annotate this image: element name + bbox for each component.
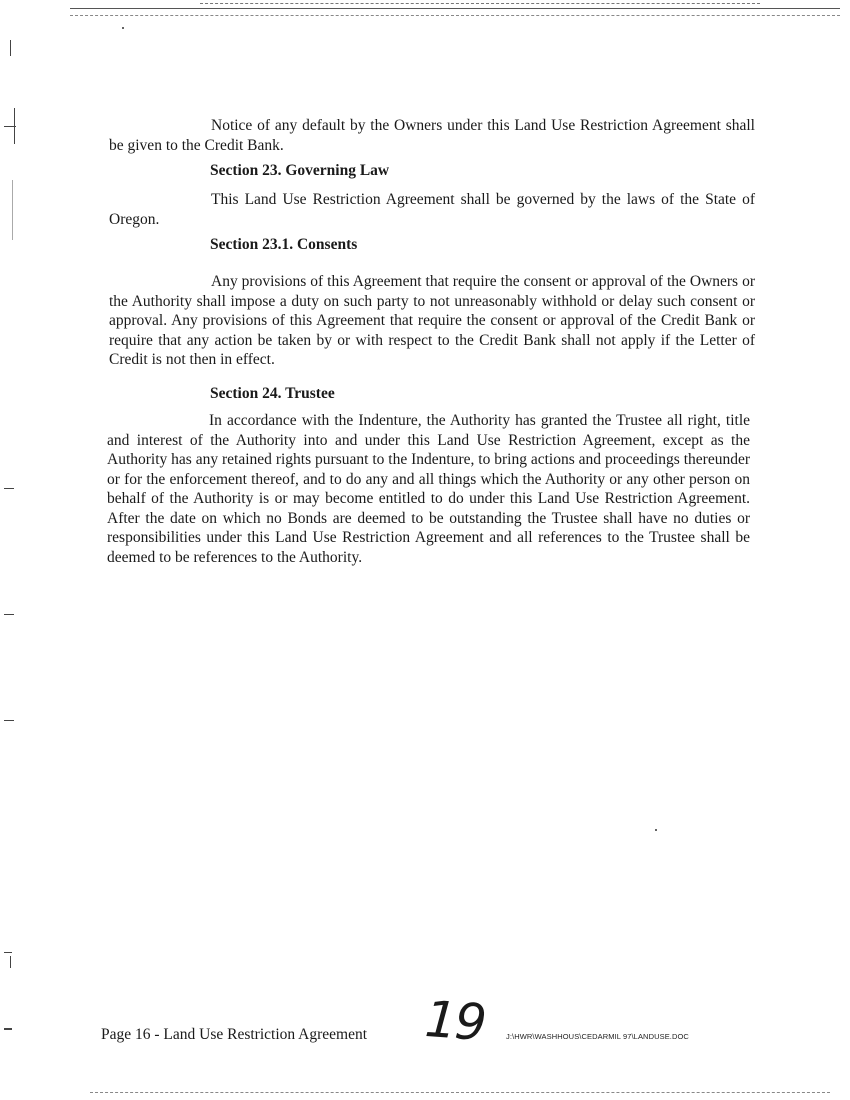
margin-mark xyxy=(4,614,14,615)
paragraph-notice: Notice of any default by the Owners under this Land Use Restriction Agreement shall be given to the Credit Bank. xyxy=(109,117,755,154)
handwritten-page-number: 19 xyxy=(423,989,487,1053)
scan-speck xyxy=(122,27,124,29)
section-23-1-heading: Section 23.1. Consents xyxy=(210,236,358,253)
section-23-heading: Section 23. Governing Law xyxy=(210,162,390,179)
margin-mark xyxy=(4,488,14,489)
margin-mark xyxy=(4,952,12,953)
footer-page-label: Page 16 - Land Use Restriction Agreement xyxy=(101,1026,368,1043)
footer-file-path: J:\HWR\WASHHOUS\CEDARMIL 97\LANDUSE.DOC xyxy=(506,1032,689,1041)
paragraph-consents: Any provisions of this Agreement that require the consent or approval of the Owners or the Authority shall impose a duty on such party to not unreasonably withhold or delay such consent or approval. Any provisions of this Agreement that require the consent or approval of the Credit Bank or require that any action be taken by or with respect to the Credit Bank shall not apply if the Letter of Credit is not then in effect. xyxy=(109,273,755,368)
margin-mark xyxy=(4,1028,12,1030)
margin-mark xyxy=(4,126,16,127)
scan-artifact-line xyxy=(90,1092,830,1094)
scan-artifact-line xyxy=(70,8,840,16)
margin-mark xyxy=(4,720,14,721)
scan-artifact-line xyxy=(200,3,760,5)
margin-mark xyxy=(10,956,11,968)
scan-speck xyxy=(655,829,657,831)
margin-mark xyxy=(12,180,13,240)
paragraph-governing-law: This Land Use Restriction Agreement shall be governed by the laws of the State of Oregon. xyxy=(109,191,755,228)
section-24-heading: Section 24. Trustee xyxy=(210,385,335,402)
paragraph-trustee: In accordance with the Indenture, the Authority has granted the Trustee all right, title and interest of the Authority into and under this Land Use Restriction Agreement, except as the Authority has any retained rights pursuant to the Indenture, to bring actions and proceedings thereunder or for the enforcement thereof, and to do any and all things which the Authority or any other person on behalf of the Authority is or may become entitled to do under this Land Use Restriction Agreement. After the date on which no Bonds are deemed to be outstanding the Trustee shall have no duties or responsibilities under this Land Use Restriction Agreement and all references to the Trustee shall be deemed to be references to the Authority. xyxy=(107,412,750,566)
margin-mark xyxy=(10,40,11,56)
